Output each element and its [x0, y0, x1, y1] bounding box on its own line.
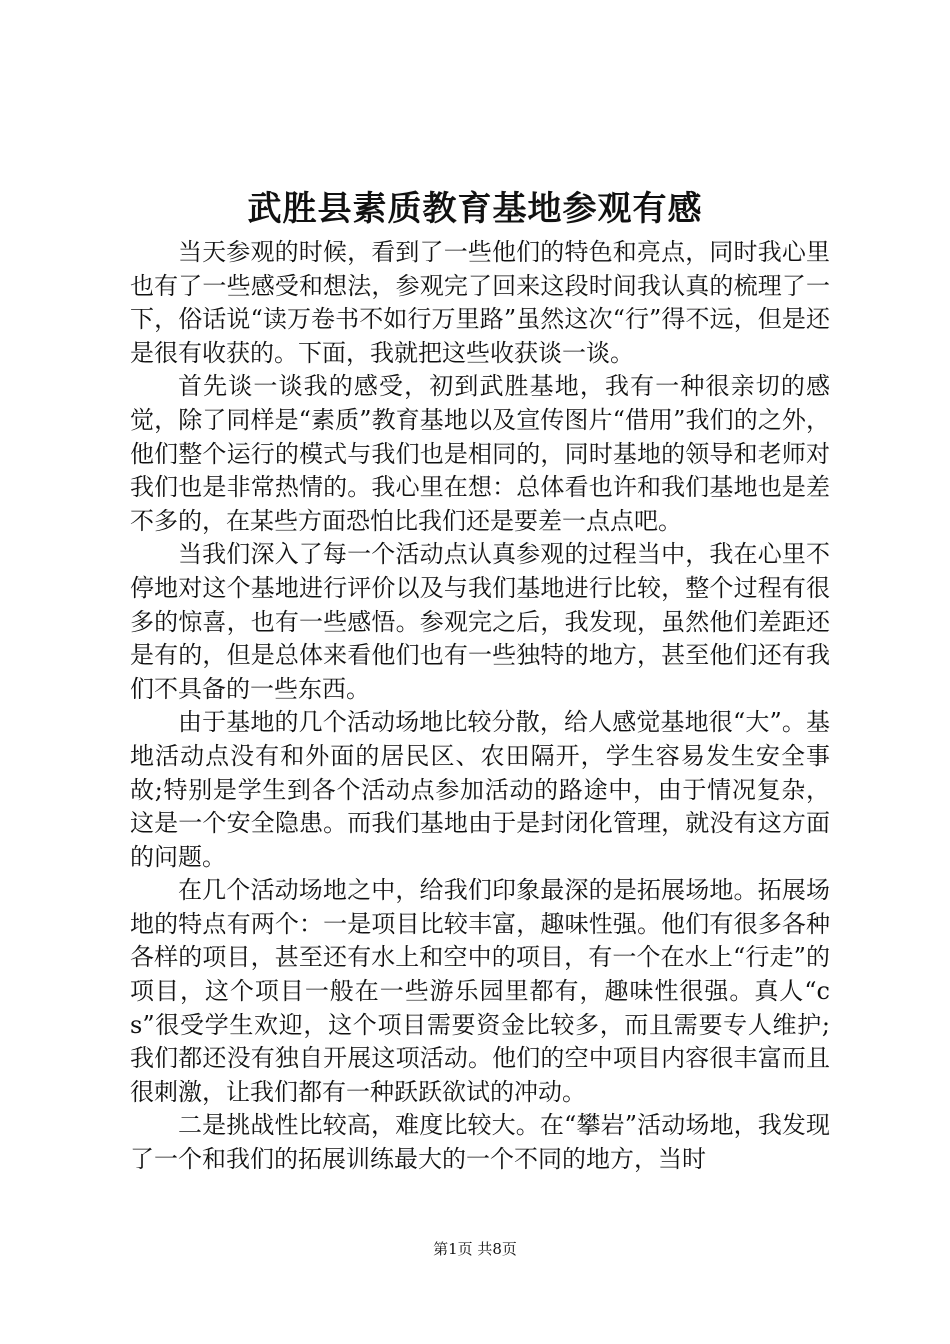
paragraph-5: 在几个活动场地之中，给我们印象最深的是拓展场地。拓展场地的特点有两个：一是项目比较丰富，趣味性强。他们有很多各种各样的项目，甚至还有水上和空中的项目，有一个在水上“行走”的项目，这个项目一般在一些游乐园里都有，趣味性很强。真人“cs”很受学生欢迎，这个项目需要资金比较多，而且需要专人维护;我们都还没有独自开展这项活动。他们的空中项目内容很丰富而且很刺激，让我们都有一种跃跃欲试的冲动。	[130, 876, 830, 1106]
page-number-label: 第1页 共8页	[433, 1240, 517, 1258]
page-footer	[0, 1239, 950, 1259]
document-body	[130, 236, 830, 1177]
paragraph-2: 首先谈一谈我的感受，初到武胜基地，我有一种很亲切的感觉，除了同样是“素质”教育基地以及宣传图片“借用”我们的之外，他们整个运行的模式与我们也是相同的，同时基地的领导和老师对我们也是非常热情的。我心里在想：总体看也许和我们基地也是差不多的，在某些方面恐怕比我们还是要差一点点吧。	[130, 372, 830, 535]
paragraph-3: 当我们深入了每一个活动点认真参观的过程当中，我在心里不停地对这个基地进行评价以及与我们基地进行比较，整个过程有很多的惊喜，也有一些感悟。参观完之后，我发现，虽然他们差距还是有的，但是总体来看他们也有一些独特的地方，甚至他们还有我们不具备的一些东西。	[130, 540, 830, 703]
paragraph-6: 二是挑战性比较高，难度比较大。在“攀岩”活动场地，我发现了一个和我们的拓展训练最大的一个不同的地方，当时	[130, 1111, 830, 1174]
paragraph-4: 由于基地的几个活动场地比较分散，给人感觉基地很“大”。基地活动点没有和外面的居民区、农田隔开，学生容易发生安全事故;特别是学生到各个活动点参加活动的路途中，由于情况复杂，这是一个安全隐患。而我们基地由于是封闭化管理，就没有这方面的问题。	[130, 708, 830, 871]
paragraph-1: 当天参观的时候，看到了一些他们的特色和亮点，同时我心里也有了一些感受和想法，参观完了回来这段时间我认真的梳理了一下，俗话说“读万卷书不如行万里路”虽然这次“行”得不远，但是还是很有收获的。下面，我就把这些收获谈一谈。	[130, 238, 830, 367]
document-title: 武胜县素质教育基地参观有感	[247, 189, 703, 229]
